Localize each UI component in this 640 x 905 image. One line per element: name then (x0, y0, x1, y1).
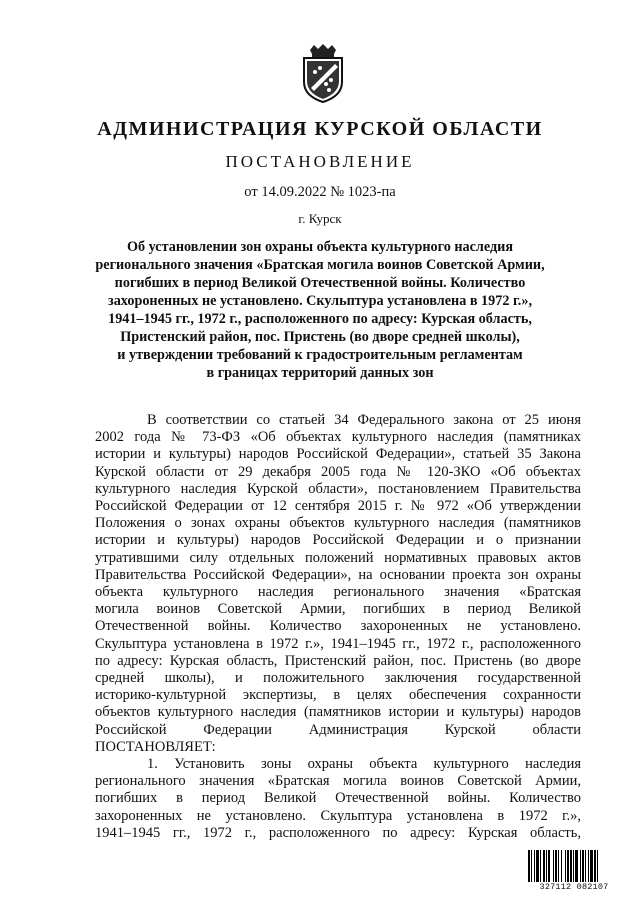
organization-name: АДМИНИСТРАЦИЯ КУРСКОЙ ОБЛАСТИ (97, 118, 543, 140)
body-line: культурного наследия Курской области», постановлением Правительства (95, 480, 581, 497)
body-line: Российской Федерации Администрация Курской области (95, 721, 581, 738)
body-line: по адресу: Курская область, Пристенский район, пос. Пристень (во дворе (95, 652, 581, 669)
body-line: захороненных не установлено. Скульптура установлена в 1972 г.», (95, 807, 581, 824)
date-and-number: от 14.09.2022 № 1023-па (244, 184, 396, 200)
subject-line: регионального значения «Братская могила воинов Советской Армии, (95, 257, 545, 273)
body-line: истории и культуры) народов Российской Федерации», статьей 35 Закона (95, 446, 581, 463)
subject-line: в границах территорий данных зон (206, 365, 434, 381)
subject-line: и утверждении требований к градостроительным регламентам (117, 347, 523, 363)
body-line: погибших в период Великой Отечественной войны. Количество (95, 790, 581, 807)
body-line: могила воинов Советской Армии, погибших в период Великой (95, 601, 581, 618)
barcode-bars (528, 850, 620, 882)
body-line: утратившими силу отдельных положений нормативных правовых актов (95, 549, 581, 566)
city: г. Курск (298, 211, 342, 226)
body-line: регионального значения «Братская могила воинов Советской Армии, (95, 773, 581, 790)
body-line: 1. Установить зоны охраны объекта культурного наследия (147, 756, 581, 773)
resolution-keyword: ПОСТАНОВЛЯЕТ: (95, 738, 216, 755)
barcode (528, 850, 620, 892)
body-line: истории и культуры) народов Российской Федерации и о признании (95, 532, 581, 549)
body-line: В соответствии со статьей 34 Федерального закона от 25 июня (147, 412, 581, 428)
body-line: Российской Федерации от 12 сентября 2015 г. № 972 «Об утверждении (95, 498, 581, 515)
coat-of-arms-icon (298, 44, 348, 104)
barcode-number: 327112 082107 (539, 882, 609, 892)
subject-line: Об установлении зон охраны объекта культурного наследия (126, 239, 514, 255)
document-body (95, 412, 581, 842)
body-line: объекта культурного наследия регионального значения «Братская (95, 584, 581, 601)
body-line: 2002 года № 73-ФЗ «Об объектах культурного наследия (памятниках (95, 429, 581, 446)
body-line: Правительства Российской Федерации», на основании проекта зон охраны (95, 566, 581, 583)
body-line: 1941–1945 гг., 1972 г., расположенного по адресу: Курская область, (95, 824, 581, 841)
subject-line: погибших в период Великой Отечественной войны. Количество (114, 275, 526, 291)
subject-line: 1941–1945 гг., 1972 г., расположенного по адресу: Курская область, (108, 311, 532, 327)
body-line: Скульптура установлена в 1972 г.», 1941–1945 гг., 1972 г., расположенного (95, 635, 581, 652)
body-line: Курской области от 29 декабря 2005 года № 120-ЗКО «Об объектах (95, 463, 581, 480)
body-line: объектов культурного наследия (памятников истории и культуры) народов (95, 704, 581, 721)
document-type: ПОСТАНОВЛЕНИЕ (225, 152, 415, 171)
document-subject (80, 238, 560, 382)
subject-line: захороненных не установлено. Скульптура установлена в 1972 г.», (108, 293, 532, 309)
subject-line: Пристенский район, пос. Пристень (во дворе средней школы), (120, 329, 520, 345)
body-line: историко-культурной экспертизы, в целях обеспечения сохранности (95, 687, 581, 704)
body-line: Положения о зонах охраны объектов культурного наследия (памятников (95, 515, 581, 532)
body-line: Отечественной войны. Количество захороненных не установлено. (95, 618, 581, 635)
body-line: средней школы), и положительного заключения государственной (95, 670, 581, 687)
